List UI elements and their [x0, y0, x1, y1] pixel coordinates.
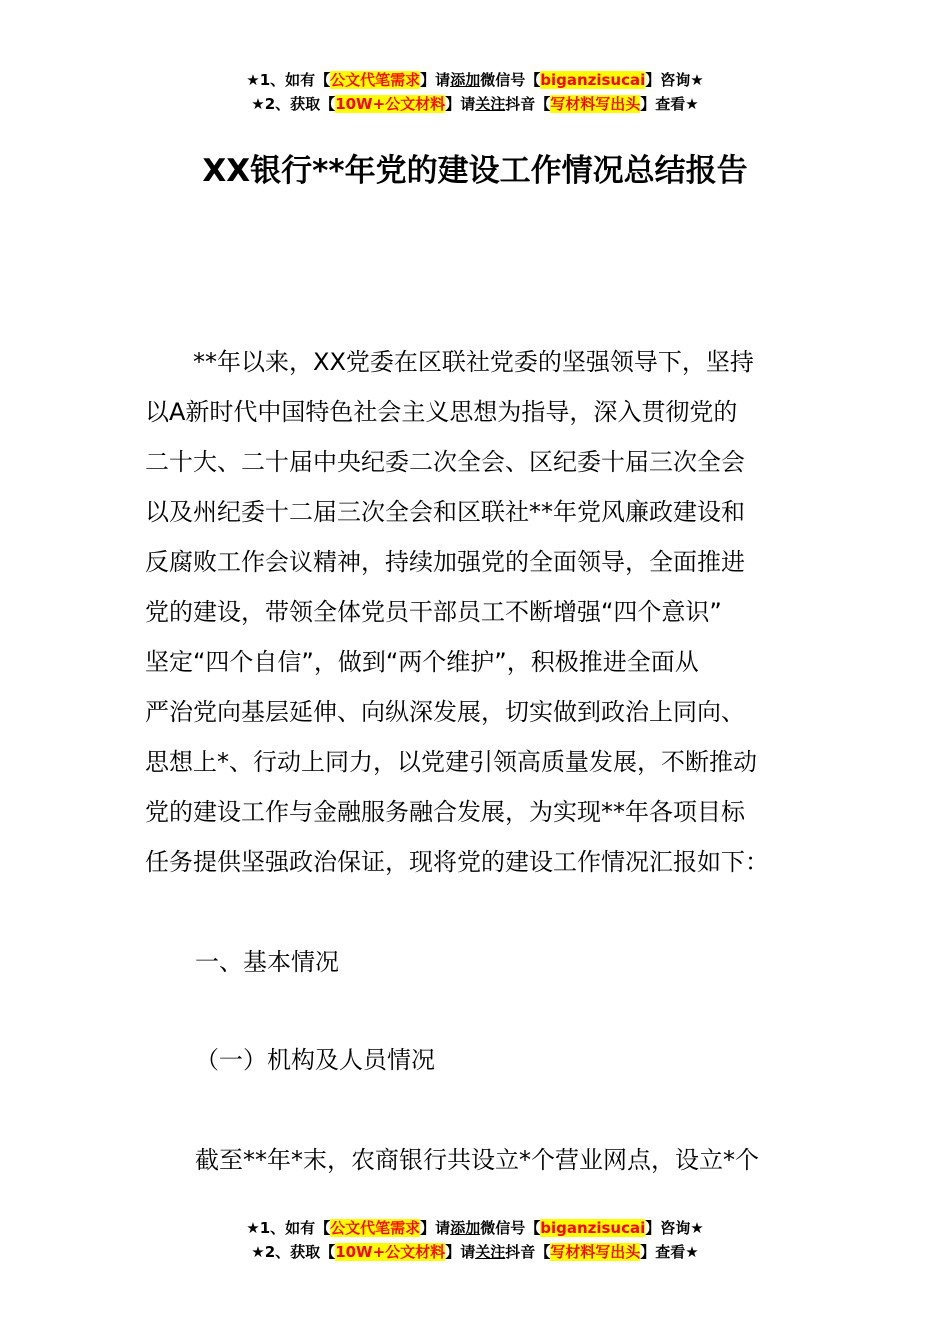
paragraph-line: 严治党向基层延伸、向纵深发展，切实做到政治上同向、 — [145, 698, 745, 726]
paragraph-line: 二十大、二十届中央纪委二次全会、区纪委十届三次全会 — [145, 448, 745, 476]
paragraph-line: 坚定“四个自信”，做到“两个维护”，积极推进全面从 — [145, 648, 699, 676]
highlight-materials: 10W+公文材料 — [335, 95, 446, 113]
paragraph-line: **年以来，XX党委在区联社党委的坚强领导下，坚持 — [145, 348, 754, 376]
paragraph-organization: 截至**年*末，农商银行共设立*个营业网点，设立*个 — [195, 1146, 759, 1174]
header-banner — [0, 68, 950, 116]
highlight-ghostwriting: 公文代笔需求 — [330, 1219, 421, 1237]
highlight-wechat-id: biganzisucai — [540, 71, 646, 89]
highlight-douyin: 写材料写出头 — [550, 95, 641, 113]
subsection-heading-organization: （一）机构及人员情况 — [195, 1046, 435, 1074]
section-heading-basic-situation: 一、基本情况 — [195, 948, 339, 976]
banner-line-2: ★2、获取【10W+公文材料】请关注抖音【写材料写出头】查看★ — [251, 1243, 699, 1261]
highlight-materials: 10W+公文材料 — [335, 1243, 446, 1261]
banner-line-2: ★2、获取【10W+公文材料】请关注抖音【写材料写出头】查看★ — [251, 95, 699, 113]
banner-line-1: ★1、如有【公文代笔需求】请添加微信号【biganzisucai】咨询★ — [246, 1219, 704, 1237]
paragraph-line: 思想上*、行动上同力，以党建引领高质量发展，不断推动 — [145, 748, 757, 776]
paragraph-line: 党的建设，带领全体党员干部员工不断增强“四个意识” — [145, 598, 722, 626]
footer-banner — [0, 1216, 950, 1264]
highlight-wechat-id: biganzisucai — [540, 1219, 646, 1237]
banner-line-1: ★1、如有【公文代笔需求】请添加微信号【biganzisucai】咨询★ — [246, 71, 704, 89]
paragraph-intro — [145, 337, 807, 887]
paragraph-line: 党的建设工作与金融服务融合发展，为实现**年各项目标 — [145, 798, 745, 826]
paragraph-line: 任务提供坚强政治保证，现将党的建设工作情况汇报如下： — [145, 848, 769, 876]
highlight-douyin: 写材料写出头 — [550, 1243, 641, 1261]
paragraph-line: 以及州纪委十二届三次全会和区联社**年党风廉政建设和 — [145, 498, 745, 526]
document-title: XX银行**年党的建设工作情况总结报告 — [202, 153, 748, 189]
highlight-ghostwriting: 公文代笔需求 — [330, 71, 421, 89]
paragraph-line: 反腐败工作会议精神，持续加强党的全面领导，全面推进 — [145, 548, 745, 576]
paragraph-line: 以A新时代中国特色社会主义思想为指导，深入贯彻党的 — [145, 398, 738, 426]
